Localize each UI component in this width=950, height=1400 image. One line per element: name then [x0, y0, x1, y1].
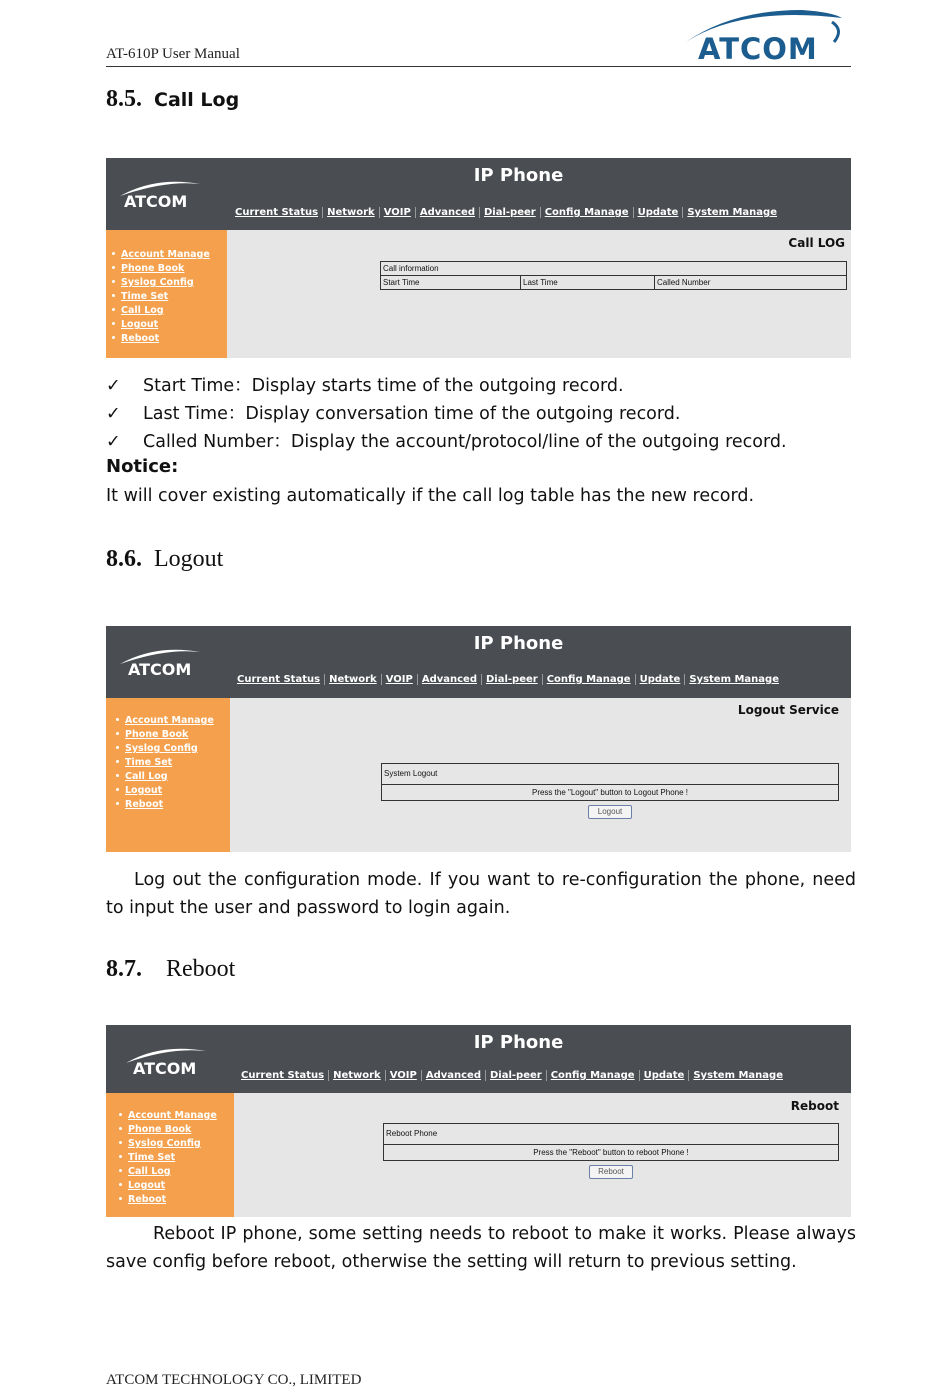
- screenshot-call-log: [106, 158, 851, 358]
- sidebar: [106, 230, 227, 358]
- sidebar-item-logout[interactable]: Logout: [110, 318, 210, 332]
- nav-advanced[interactable]: Advanced: [416, 207, 480, 218]
- nav-system-manage[interactable]: System Manage: [689, 674, 779, 685]
- app-topbar: [106, 1025, 851, 1093]
- app-topbar: [106, 626, 851, 698]
- section-number: 8.6.: [106, 546, 142, 572]
- bullet-last-time: ✓ Last Time：Display conversation time of the outgoing record.: [106, 404, 681, 424]
- top-nav: [233, 674, 783, 685]
- nav-current-status[interactable]: Current Status: [231, 207, 323, 218]
- screenshot-logout: [106, 626, 851, 852]
- logout-message: Press the "Logout" button to Logout Phone !: [531, 788, 688, 797]
- column-header-called-number: Called Number: [657, 278, 711, 287]
- nav-voip[interactable]: VOIP: [380, 207, 416, 218]
- section-heading-reboot: [106, 956, 235, 983]
- app-topbar: [106, 158, 851, 230]
- logout-button[interactable]: Logout: [588, 805, 632, 819]
- section-heading-logout: [106, 546, 223, 573]
- atcom-logo: [682, 8, 848, 68]
- section-title: Call Log: [154, 89, 240, 111]
- top-nav: [237, 1070, 787, 1081]
- app-title: IP Phone: [473, 1032, 564, 1053]
- table-header-row: [381, 276, 846, 289]
- notice-label: Notice:: [106, 456, 179, 477]
- section-title: Reboot: [166, 956, 236, 982]
- page-title: Reboot: [790, 1099, 839, 1113]
- nav-config-manage[interactable]: Config Manage: [547, 1070, 640, 1081]
- box-title: Reboot Phone: [384, 1124, 838, 1145]
- nav-config-manage[interactable]: Config Manage: [541, 207, 634, 218]
- sidebar-item-logout[interactable]: Logout: [117, 1179, 217, 1193]
- sidebar-item-phone-book[interactable]: Phone Book: [114, 728, 214, 742]
- app-title: IP Phone: [473, 165, 564, 186]
- section-number: 8.5.: [106, 86, 142, 112]
- sidebar-item-time-set[interactable]: Time Set: [114, 756, 214, 770]
- notice-text: It will cover existing automatically if the call log table has the new record.: [106, 486, 755, 506]
- column-header-last-time: Last Time: [521, 276, 655, 289]
- section-title: Logout: [154, 546, 224, 572]
- nav-dial-peer[interactable]: Dial-peer: [486, 1070, 547, 1081]
- sidebar-item-syslog-config[interactable]: Syslog Config: [117, 1137, 217, 1151]
- app-title: IP Phone: [473, 633, 564, 654]
- nav-dial-peer[interactable]: Dial-peer: [480, 207, 541, 218]
- section-heading-call-log: [106, 86, 239, 113]
- nav-dial-peer[interactable]: Dial-peer: [482, 674, 543, 685]
- page-title: Call LOG: [788, 236, 845, 250]
- sidebar-item-account-manage[interactable]: Account Manage: [110, 248, 210, 262]
- sidebar-item-time-set[interactable]: Time Set: [110, 290, 210, 304]
- nav-update[interactable]: Update: [636, 674, 686, 685]
- sidebar-item-reboot[interactable]: Reboot: [117, 1193, 217, 1207]
- logo-text: ATCOM: [698, 32, 818, 66]
- system-logout-box: [381, 763, 839, 801]
- nav-network[interactable]: Network: [325, 674, 382, 685]
- nav-network[interactable]: Network: [329, 1070, 386, 1081]
- header-rule: [106, 66, 851, 67]
- sidebar-item-reboot[interactable]: Reboot: [114, 798, 214, 812]
- bullet-called-number: ✓ Called Number：Display the account/protocol/line of the outgoing record.: [106, 432, 787, 452]
- sidebar-item-time-set[interactable]: Time Set: [117, 1151, 217, 1165]
- nav-update[interactable]: Update: [640, 1070, 690, 1081]
- nav-update[interactable]: Update: [634, 207, 684, 218]
- doc-footer: ATCOM TECHNOLOGY CO., LIMITED: [106, 1372, 362, 1388]
- table-title: Call information: [381, 262, 846, 276]
- sidebar-item-reboot[interactable]: Reboot: [110, 332, 210, 346]
- nav-advanced[interactable]: Advanced: [418, 674, 482, 685]
- reboot-description: Reboot IP phone, some setting needs to reboot to make it works. Please always save config before reboot, otherwise the setting will return to previous setting.: [106, 1224, 856, 1272]
- sidebar-item-account-manage[interactable]: Account Manage: [117, 1109, 217, 1123]
- app-logo-text: ATCOM: [124, 192, 188, 211]
- nav-system-manage[interactable]: System Manage: [687, 207, 777, 218]
- reboot-button[interactable]: Reboot: [589, 1165, 633, 1179]
- top-nav: [231, 207, 781, 218]
- bullet-start-time: ✓ Start Time：Display starts time of the outgoing record.: [106, 376, 624, 396]
- box-title: System Logout: [382, 764, 838, 785]
- nav-config-manage[interactable]: Config Manage: [543, 674, 636, 685]
- nav-system-manage[interactable]: System Manage: [693, 1070, 783, 1081]
- sidebar-item-phone-book[interactable]: Phone Book: [117, 1123, 217, 1137]
- column-header-start-time: Start Time: [381, 276, 521, 289]
- doc-header-title: AT-610P User Manual: [106, 46, 240, 62]
- nav-voip[interactable]: VOIP: [386, 1070, 422, 1081]
- nav-voip[interactable]: VOIP: [382, 674, 418, 685]
- reboot-phone-box: [383, 1123, 839, 1161]
- nav-current-status[interactable]: Current Status: [237, 1070, 329, 1081]
- sidebar-item-call-log[interactable]: Call Log: [117, 1165, 217, 1179]
- nav-current-status[interactable]: Current Status: [233, 674, 325, 685]
- sidebar-item-syslog-config[interactable]: Syslog Config: [110, 276, 210, 290]
- page-title: Logout Service: [737, 703, 839, 717]
- sidebar-item-phone-book[interactable]: Phone Book: [110, 262, 210, 276]
- sidebar: [106, 1093, 234, 1217]
- app-logo-text: ATCOM: [128, 660, 192, 679]
- sidebar-item-call-log[interactable]: Call Log: [114, 770, 214, 784]
- logout-description: Log out the configuration mode. If you want to re-configuration the phone, need to input the user and password to login again.: [106, 870, 856, 918]
- nav-network[interactable]: Network: [323, 207, 380, 218]
- nav-advanced[interactable]: Advanced: [422, 1070, 486, 1081]
- sidebar-item-syslog-config[interactable]: Syslog Config: [114, 742, 214, 756]
- sidebar-item-account-manage[interactable]: Account Manage: [114, 714, 214, 728]
- sidebar-item-call-log[interactable]: Call Log: [110, 304, 210, 318]
- section-number: 8.7.: [106, 956, 142, 982]
- reboot-message: Press the "Reboot" button to reboot Phone !: [533, 1148, 689, 1157]
- sidebar: [106, 698, 230, 852]
- screenshot-reboot: [106, 1025, 851, 1217]
- call-information-table: [380, 261, 847, 290]
- app-logo-text: ATCOM: [133, 1059, 197, 1078]
- sidebar-item-logout[interactable]: Logout: [114, 784, 214, 798]
